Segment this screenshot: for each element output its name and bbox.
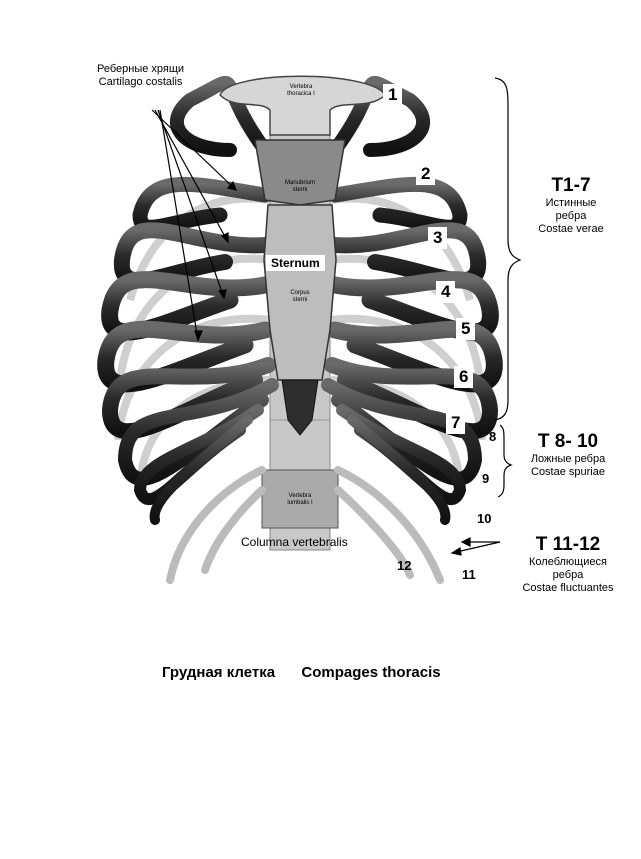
false-ribs-title: T 8- 10 — [537, 431, 599, 452]
vertebra-bottom-label — [278, 493, 322, 507]
anterior-ribs-left — [106, 83, 272, 520]
sternum-label: Sternum — [266, 255, 325, 271]
caption-lat: Compages thoracis — [301, 664, 441, 681]
corpus-line2: sterni — [292, 297, 308, 303]
true-ribs-group — [511, 175, 631, 236]
floating-ribs-title: T 11-12 — [535, 534, 601, 555]
cartilage-label-ru: Реберные хрящи — [97, 63, 185, 75]
rib-number-10: 10 — [477, 511, 492, 526]
vertebra-bottom-line1: Vertebra — [288, 493, 312, 499]
corpus-line1: Corpus — [290, 290, 310, 296]
vertebra-top-line1: Vertebra — [289, 84, 313, 90]
vertebra-top-line2: thoracica I — [287, 91, 315, 97]
vertebra-bottom-line2: lumbalis I — [287, 500, 313, 506]
rib-number-12: 12 — [397, 558, 412, 573]
rib-number-4: 4 — [436, 281, 455, 303]
rib-number-3: 3 — [428, 227, 447, 249]
false-ribs-lat: Costae spuriae — [531, 466, 605, 478]
manubrium-line2: sterni — [292, 187, 308, 193]
false-ribs-group — [508, 431, 628, 479]
spine-label: Columna vertebralis — [241, 535, 348, 549]
caption-ru: Грудная клетка — [162, 664, 276, 681]
true-ribs-ru1: Истинные — [545, 197, 597, 209]
true-ribs-title: T1-7 — [551, 175, 591, 196]
corpus-label — [283, 290, 317, 304]
manubrium-label — [282, 180, 318, 194]
rib-number-2: 2 — [416, 163, 435, 185]
rib-number-6: 6 — [454, 366, 473, 388]
rib-number-7: 7 — [446, 412, 465, 434]
manubrium-line1: Manubrium — [284, 180, 315, 186]
rib-number-11: 11 — [462, 567, 476, 582]
cartilage-label-lat: Cartilago costalis — [98, 76, 183, 88]
vertebra-top-label — [283, 84, 319, 98]
rib-number-1: 1 — [383, 84, 402, 106]
floating-ribs-lat: Costae fluctuantes — [522, 582, 614, 594]
rib-number-5: 5 — [456, 318, 475, 340]
rib-number-8: 8 — [489, 429, 497, 444]
figure-caption — [162, 664, 441, 681]
floating-ribs-arrows — [452, 538, 500, 555]
rib-number-9: 9 — [482, 471, 490, 486]
false-ribs-ru: Ложные ребра — [530, 453, 606, 465]
floating-ribs-group — [508, 534, 628, 595]
true-ribs-ru2: ребра — [555, 210, 587, 222]
anterior-ribs-right — [328, 83, 497, 520]
floating-ribs-ru1: Колеблющиеся — [529, 556, 607, 568]
floating-ribs-ru2: ребра — [552, 569, 584, 581]
true-ribs-lat: Costae verae — [538, 223, 604, 235]
cartilage-label — [97, 63, 184, 89]
